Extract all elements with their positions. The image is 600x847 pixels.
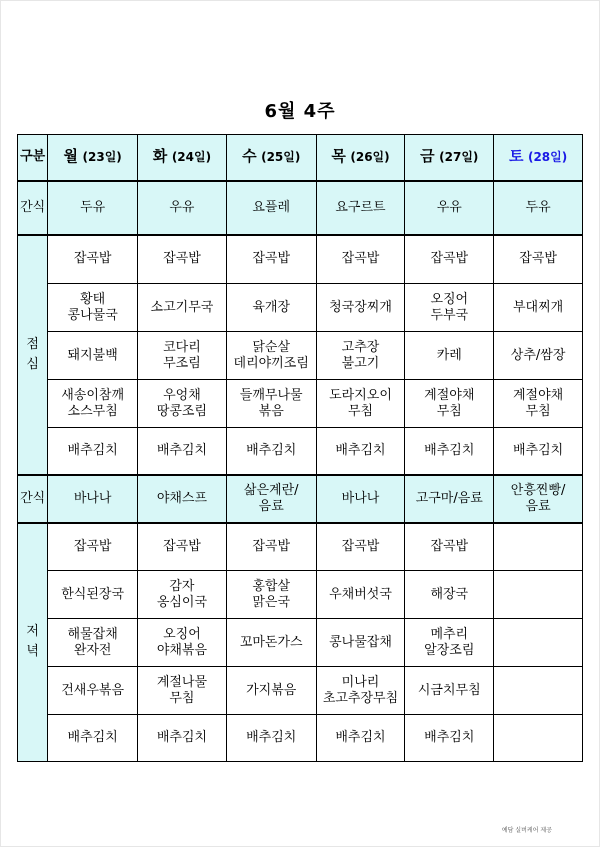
lunch-row3-day1 [48,332,138,380]
menu-item-line: 무침 [347,403,374,419]
menu-item: 요플레 [252,199,291,215]
menu-item: 잡곡밥 [252,538,291,554]
menu-item-line: 볶음 [258,403,284,419]
menu-item-line: 콩나물국 [67,307,118,323]
menu-item-line: 옹심이국 [156,594,208,610]
menu-item: 잡곡밥 [430,251,469,267]
weekly-menu-table [17,134,583,762]
snack1-cell-4 [316,181,405,235]
menu-item-line: 돼지불백 [67,347,118,363]
dinner-row1-day2 [138,523,227,571]
dinner-row4-day6 [494,667,583,715]
dinner-row5-day6 [494,715,583,762]
day-name: 수 [242,147,257,166]
menu-item-line: 감자 [169,578,195,594]
menu-item: 배추김치 [67,730,118,745]
menu-item-line: 오징어 [430,291,469,307]
menu-item: 배추김치 [246,730,297,745]
day-name: 화 [152,147,168,166]
snack2-cell-5 [405,475,494,523]
menu-item-line: 해물잡채 [67,626,118,642]
lunch-label [26,335,39,375]
menu-item-line: 소스무침 [67,403,118,419]
menu-item-line: 고추장 [341,339,380,355]
menu-item-line: 가지볶음 [246,682,297,698]
menu-item: 우유 [169,199,195,215]
header-category-label: 구분 [20,149,46,165]
lunch-row4-day4 [316,380,405,428]
lunch-row2-day6 [494,284,583,332]
dinner-row2-day2 [138,571,227,619]
menu-item: 잡곡밥 [163,538,201,554]
lunch-row4-day5 [405,380,494,428]
snack2-cell-2 [138,475,227,523]
day-date: (26일) [350,150,390,165]
menu-item: 배추김치 [424,730,475,745]
lunch-row2-day4 [316,284,405,332]
day-date: (23일) [82,150,122,165]
menu-item-line: 무침 [169,690,195,706]
lunch-row5-day4 [316,428,405,475]
menu-item: 잡곡밥 [163,251,201,267]
dinner-row5-day1 [48,715,138,762]
menu-item: 배추김치 [246,442,297,458]
snack1-cell-5 [405,181,494,235]
menu-item: 잡곡밥 [341,538,380,554]
lunch-row4-day1 [48,380,138,428]
dinner-row2-day4 [316,571,405,619]
menu-item-line: 도라지오이 [329,387,392,403]
menu-item-line: 계절나물 [156,674,208,690]
lunch-row4-day3 [226,380,316,428]
snack2-cell-6 [494,475,583,523]
snack1-cell-6 [494,181,583,235]
menu-item: 두유 [525,199,551,215]
lunch-row3-day6 [494,332,583,380]
menu-item-line: 바나나 [73,490,112,506]
menu-item: 잡곡밥 [73,251,112,267]
menu-item: 배추김치 [156,730,208,745]
header-category-cell [18,135,48,181]
lunch-row1-day3 [226,235,316,284]
dinner-section-label [18,523,48,762]
day-date: (24일) [171,150,212,165]
snack2-cell-1 [48,475,138,523]
snack1-section-label [18,181,48,235]
menu-item-line: 무침 [525,403,551,419]
lunch-row2-day3 [226,284,316,332]
menu-item: 두유 [80,199,106,215]
menu-item-line: 미나리 [341,674,380,690]
day-header-3 [226,135,316,181]
menu-item-line: 두부국 [430,307,469,323]
lunch-row4-day6 [494,380,583,428]
menu-item: 요구르트 [335,199,386,215]
menu-item-line: 상추/쌈장 [510,347,566,363]
menu-item-line: 부대찌개 [512,299,564,315]
dinner-row5-day3 [226,715,316,762]
dinner-row4-day3 [226,667,316,715]
snack2-cell-4 [316,475,405,523]
menu-item-line: 시금치무침 [417,682,481,698]
menu-item-line: 바나나 [341,490,380,506]
menu-item-line: 해장국 [430,586,469,602]
menu-item-line: 꼬마돈가스 [239,634,303,650]
dinner-row4-day1 [48,667,138,715]
snack2-label: 간식 [20,490,46,506]
menu-item-line: 카레 [436,347,462,363]
dinner-row1-day6 [494,523,583,571]
menu-item: 배추김치 [156,442,208,458]
menu-item-line: 안흥찐빵/ [510,482,566,498]
menu-item-line: 야채볶음 [156,642,208,658]
lunch-row2-day1 [48,284,138,332]
menu-item-line: 우엉채 [163,387,201,403]
lunch-row5-day5 [405,428,494,475]
menu-item: 잡곡밥 [252,251,291,267]
menu-item: 잡곡밥 [519,251,557,267]
menu-item-line: 삶은계란/ [243,482,299,498]
snack1-cell-3 [226,181,316,235]
day-name: 토 [508,147,524,166]
dinner-row1-day3 [226,523,316,571]
menu-item-line: 계절야채 [512,387,564,403]
lunch-row4-day2 [138,380,227,428]
menu-item-line: 들깨무나물 [239,387,303,403]
dinner-row2-day5 [405,571,494,619]
dinner-row3-day6 [494,619,583,667]
menu-item-line: 메추리 [430,626,469,642]
lunch-label-char: 점 [26,336,39,352]
lunch-row5-day6 [494,428,583,475]
menu-item-line: 야채스프 [156,490,208,506]
day-header-4 [316,135,405,181]
snack1-cell-1 [48,181,138,235]
menu-item-line: 음료 [525,498,551,514]
menu-item-line: 불고기 [341,355,380,371]
day-header-6 [494,135,583,181]
lunch-row1-day2 [138,235,227,284]
day-header-2 [138,135,227,181]
menu-item-line: 맑은국 [252,594,291,610]
lunch-section-label [18,235,48,475]
lunch-row1-day6 [494,235,583,284]
dinner-row3-day5 [405,619,494,667]
lunch-row3-day4 [316,332,405,380]
snack1-label: 간식 [20,199,46,215]
dinner-row3-day1 [48,619,138,667]
lunch-row3-day3 [226,332,316,380]
lunch-row5-day3 [226,428,316,475]
day-date: (25일) [261,150,301,165]
menu-item-line: 콩나물잡채 [329,634,392,650]
day-date: (27일) [439,150,479,165]
dinner-row5-day5 [405,715,494,762]
dinner-row2-day3 [226,571,316,619]
dinner-row3-day2 [138,619,227,667]
menu-item: 배추김치 [335,442,386,458]
menu-item: 배추김치 [335,730,386,745]
menu-item-line: 음료 [258,498,284,514]
menu-item: 잡곡밥 [341,251,380,267]
snack2-section-label [18,475,48,523]
menu-item-line: 한식된장국 [61,586,125,602]
menu-item-line: 홍합살 [252,578,291,594]
dinner-row1-day4 [316,523,405,571]
lunch-row2-day2 [138,284,227,332]
dinner-row4-day5 [405,667,494,715]
menu-item-line: 데리야끼조림 [233,355,309,371]
dinner-row1-day1 [48,523,138,571]
dinner-row5-day4 [316,715,405,762]
lunch-label-char: 심 [26,356,39,372]
menu-item-line: 건새우볶음 [61,682,125,698]
menu-item-line: 청국장찌개 [329,299,392,315]
lunch-row3-day5 [405,332,494,380]
lunch-row1-day4 [316,235,405,284]
menu-item-line: 알장조림 [424,642,475,658]
day-date: (28일) [527,150,568,165]
dinner-row3-day4 [316,619,405,667]
menu-item-line: 닭순살 [252,339,291,355]
dinner-row1-day5 [405,523,494,571]
lunch-row5-day2 [138,428,227,475]
menu-item-line: 무침 [436,403,462,419]
dinner-row5-day2 [138,715,227,762]
menu-item-line: 완자전 [73,642,112,658]
menu-item: 잡곡밥 [73,538,112,554]
lunch-row5-day1 [48,428,138,475]
menu-item: 배추김치 [512,442,564,458]
lunch-row2-day5 [405,284,494,332]
dinner-label-char: 녁 [26,644,39,660]
menu-item: 배추김치 [67,442,118,458]
day-name: 월 [63,147,78,166]
day-name: 금 [420,147,435,166]
day-name: 목 [331,147,346,166]
menu-item-line: 오징어 [163,626,201,642]
menu-item-line: 고구마/음료 [415,490,483,506]
day-header-5 [405,135,494,181]
dinner-label-char: 저 [26,624,39,640]
menu-item-line: 땅콩조림 [156,403,208,419]
menu-item-line: 우채버섯국 [329,586,392,602]
menu-item-line: 코다리 [163,339,201,355]
lunch-row1-day1 [48,235,138,284]
menu-item: 잡곡밥 [430,538,469,554]
menu-item-line: 계절야채 [424,387,475,403]
footer-credit: 예담 실버케어 제공 [501,827,552,834]
menu-item-line: 새송이참깨 [61,387,125,403]
dinner-row2-day1 [48,571,138,619]
lunch-row1-day5 [405,235,494,284]
snack2-cell-3 [226,475,316,523]
snack1-cell-2 [138,181,227,235]
menu-item-line: 무조림 [163,355,201,371]
menu-item-line: 초고추장무침 [322,690,399,706]
menu-item-line: 황태 [80,291,106,307]
menu-item: 배추김치 [424,442,475,458]
menu-item: 우유 [436,199,462,215]
dinner-row3-day3 [226,619,316,667]
dinner-row4-day4 [316,667,405,715]
menu-item-line: 소고기무국 [150,299,214,315]
dinner-label [26,622,39,662]
day-header-1 [48,135,138,181]
page-title: 6월 4주 [264,101,336,122]
menu-item-line: 육개장 [252,299,291,315]
dinner-row4-day2 [138,667,227,715]
dinner-row2-day6 [494,571,583,619]
lunch-row3-day2 [138,332,227,380]
